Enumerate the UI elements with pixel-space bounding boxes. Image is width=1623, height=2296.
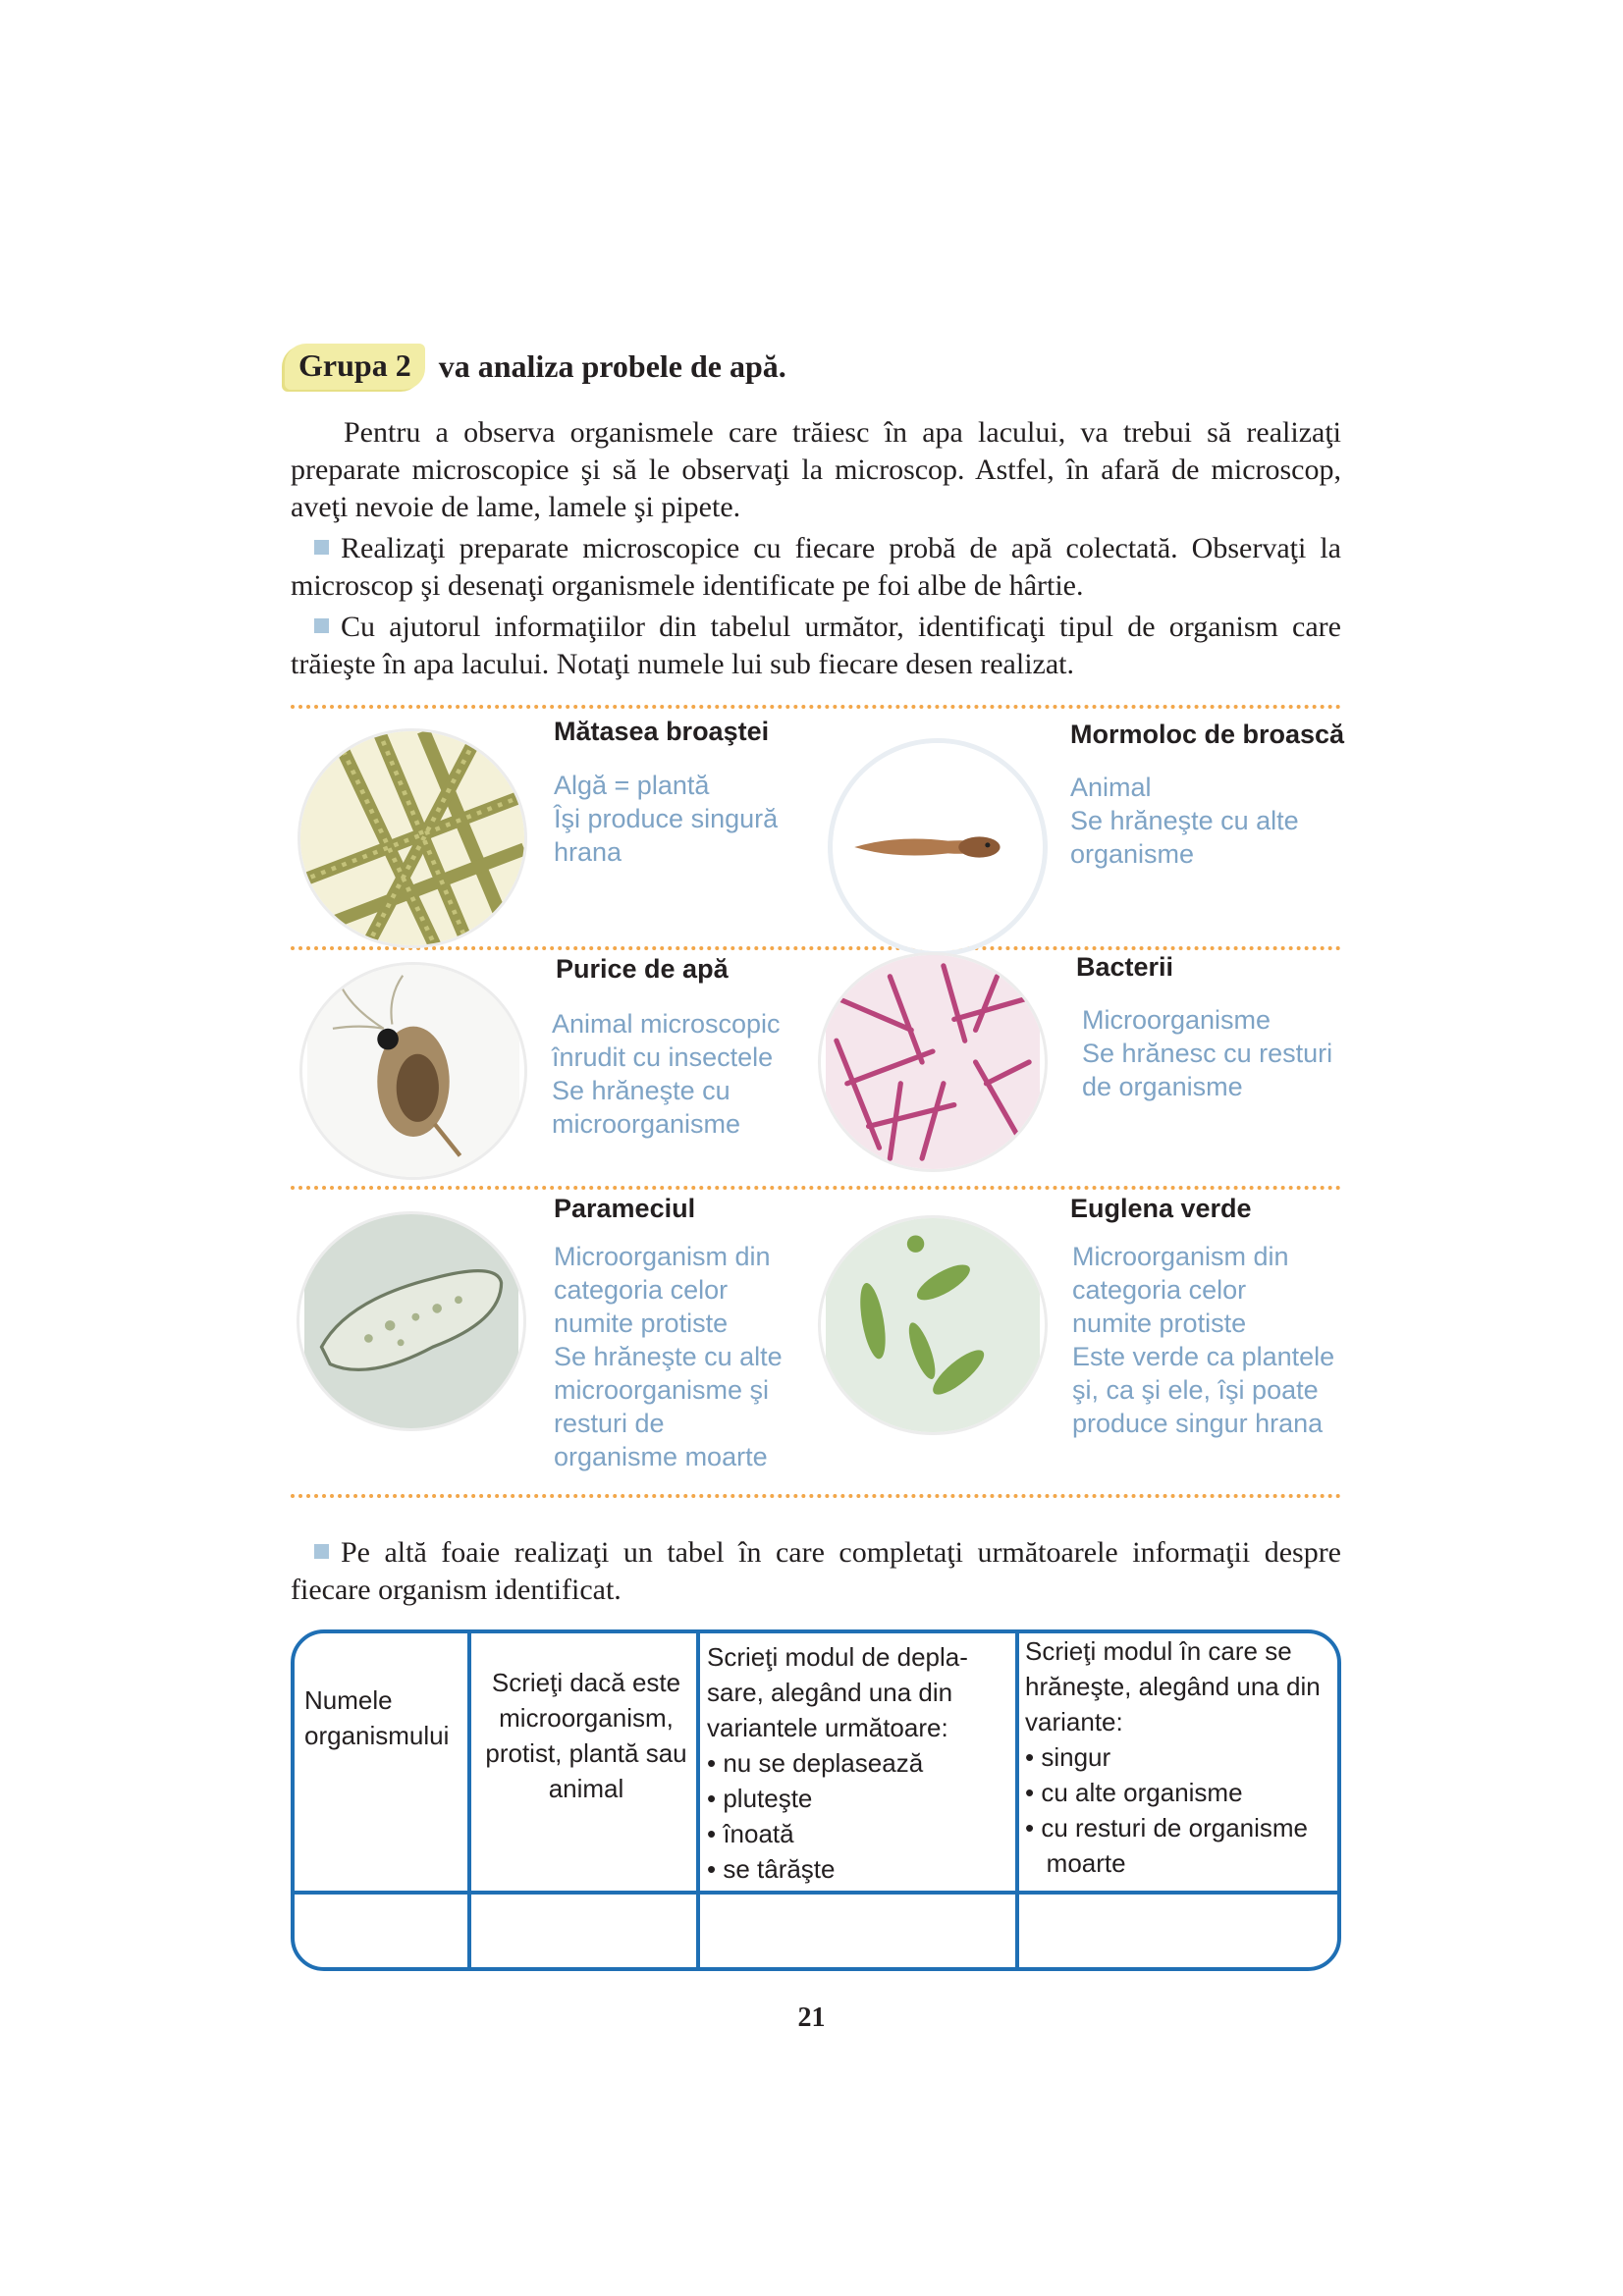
table-header-name: Numele organismului bbox=[304, 1685, 450, 1750]
group-label: Grupa 2 bbox=[285, 344, 425, 390]
task-paragraph: Pe altă foaie realizaţi un tabel în care completaţi următoarele informaţii despre fiecare organism identificat. bbox=[291, 1536, 1341, 1606]
organism-description: Animal Se hrăneşte cu alte organisme bbox=[1070, 773, 1299, 869]
dotted-divider bbox=[291, 1494, 1341, 1498]
table-header-feeding: Scrieţi modul în care se hrăneşte, alegând una din variante: • singur • cu alte organisme • cu resturi de organisme moarte bbox=[1025, 1636, 1321, 1878]
organism-table bbox=[291, 1629, 1341, 1971]
dotted-divider bbox=[291, 946, 1341, 950]
organism-description: Algă = plantă Îşi produce singură hrana bbox=[554, 771, 779, 867]
organism-description: Microorganism din categoria celor numite protiste Este verde ca plantele şi, ca şi ele, îşi poate produce singur hrana bbox=[1072, 1242, 1335, 1438]
section-heading bbox=[285, 342, 786, 391]
organism-title: Mormoloc de broască bbox=[1070, 720, 1345, 749]
algae-image bbox=[298, 728, 527, 948]
table-divider bbox=[696, 1633, 700, 1967]
bullet-square-icon bbox=[314, 618, 329, 633]
organism-description: Microorganism din categoria celor numite protiste Se hrăneşte cu alte microorganisme şi resturi de organisme moarte bbox=[554, 1242, 783, 1471]
dotted-divider bbox=[291, 1186, 1341, 1190]
water-flea-image bbox=[299, 962, 527, 1180]
bullet-square-icon bbox=[314, 1544, 329, 1559]
table-divider bbox=[1015, 1633, 1019, 1967]
table-header-type: Scrieţi dacă este microorganism, protist, plantă sau animal bbox=[485, 1668, 687, 1803]
organism-description: Animal microscopic înrudit cu insectele Se hrăneşte cu microorganisme bbox=[552, 1009, 781, 1139]
paramecium-image bbox=[297, 1211, 526, 1431]
instruction-2: Cu ajutorul informaţiilor din tabelul următor, identificaţi tipul de organism care trăieşte în apa lacului. Notaţi numele lui sub fiecare desen realizat. bbox=[291, 611, 1341, 680]
table-header-movement: Scrieţi modul de depla- sare, alegând una din variantele următoare: • nu se deplasează • pluteşte • înoată • se târăşte bbox=[707, 1642, 968, 1884]
intro-paragraph: Pentru a observa organismele care trăiesc în apa lacului, va trebui să realizaţi preparate microscopice şi să le observaţi la microscop. Astfel, în afară de microscop, aveţi nevoie de lame, lamele şi pipete. bbox=[291, 416, 1341, 523]
tadpole-image bbox=[828, 738, 1048, 956]
organism-title: Purice de apă bbox=[556, 954, 729, 984]
page-number: 21 bbox=[797, 2002, 826, 2033]
organism-title: Mătasea broaştei bbox=[554, 717, 770, 746]
bullet-square-icon bbox=[314, 540, 329, 555]
table-divider bbox=[467, 1633, 471, 1967]
organism-description: Microorganisme Se hrănesc cu resturi de organisme bbox=[1082, 1005, 1333, 1101]
organism-title: Bacterii bbox=[1076, 952, 1174, 982]
dotted-divider bbox=[291, 705, 1341, 709]
euglena-image bbox=[818, 1215, 1048, 1435]
instruction-1: Realizaţi preparate microscopice cu fiecare probă de apă colectată. Observaţi la microscop şi desenaţi organismele identificate pe foi albe de hârtie. bbox=[291, 532, 1341, 602]
organism-title: Euglena verde bbox=[1070, 1194, 1252, 1223]
bacteria-image bbox=[818, 952, 1048, 1172]
table-divider bbox=[295, 1891, 1337, 1895]
heading-text: va analiza probele de apă. bbox=[438, 347, 786, 384]
organism-title: Parameciul bbox=[554, 1194, 696, 1223]
